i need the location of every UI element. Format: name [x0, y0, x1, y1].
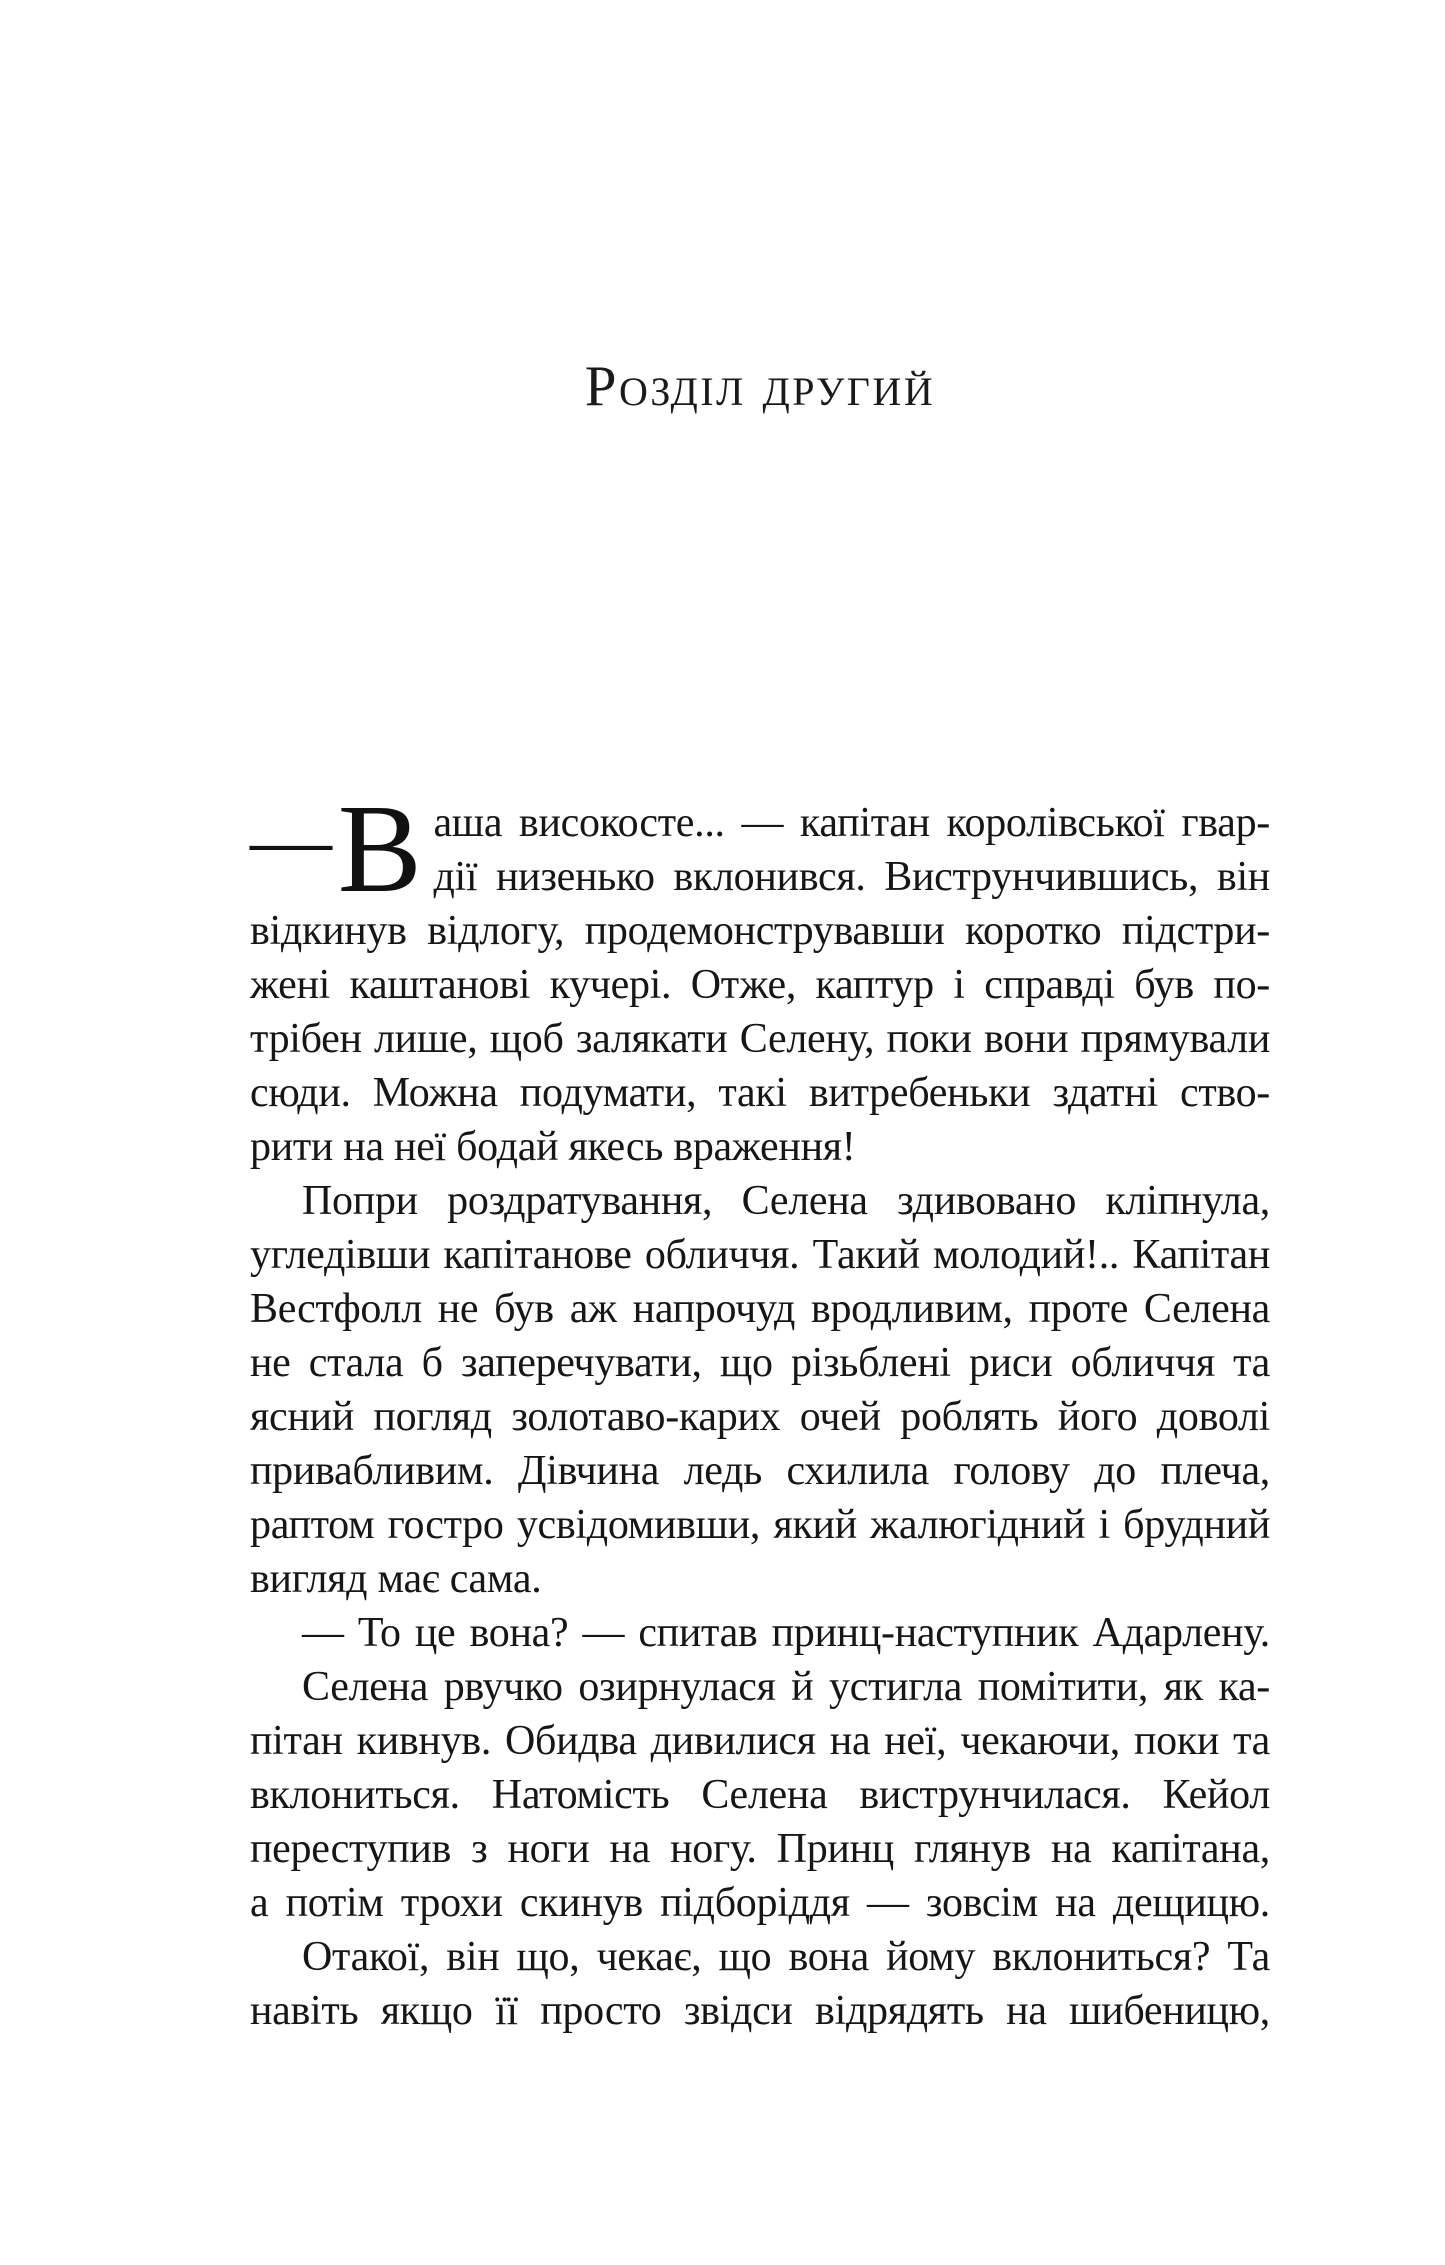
body-text	[250, 780, 1270, 2038]
text-line: — То це вона? — спитав принц-наступник Адарлену.	[302, 1610, 1270, 1656]
text-line: трібен лише, щоб залякати Селену, поки вони прямували	[250, 1016, 1270, 1062]
text-line: привабливим. Дівчина ледь схилила голову до плеча,	[250, 1448, 1270, 1494]
text-line: переступив з ноги на ногу. Принц глянув на капітана,	[250, 1826, 1270, 1872]
chapter-title: Розділ другий	[584, 355, 936, 418]
text-line: раптом гостро усвідомивши, який жалюгідний і брудний	[250, 1502, 1270, 1548]
dropcap-letter: В	[337, 780, 422, 919]
text-line: вигляд має сама.	[250, 1556, 542, 1602]
text-line: ясний погляд золотаво-карих очей роблять його доволі	[250, 1394, 1270, 1440]
text-line: Вестфолл не був аж напрочуд вродливим, проте Селена	[250, 1286, 1270, 1332]
text-line: угледівши капітанове обличчя. Такий молодий!.. Капітан	[250, 1232, 1270, 1278]
text-line: пітан кивнув. Обидва дивилися на неї, чекаючи, поки та	[250, 1718, 1270, 1764]
text-line: відкинув відлогу, продемонструвавши коротко підстри-	[250, 908, 1270, 954]
text-line: Отакої, він що, чекає, що вона йому вклониться? Та	[302, 1934, 1270, 1980]
dropcap-group	[250, 780, 433, 919]
text-line: а потім трохи скинув підборіддя — зовсім на дещицю.	[250, 1880, 1270, 1926]
text-line: сюди. Можна подумати, такі витребеньки здатні ство-	[250, 1070, 1270, 1116]
text-line: вклониться. Натомість Селена виструнчилася. Кейол	[250, 1772, 1270, 1818]
text-line: аша високосте... — капітан королівської гвар-	[433, 800, 1270, 846]
text-line: не стала б заперечувати, що різьблені риси обличчя та	[250, 1340, 1270, 1386]
text-line: навіть якщо її просто звідси відрядять на шибеницю,	[250, 1988, 1270, 2034]
text-line: дії низенько вклонився. Виструнчившись, він	[433, 854, 1270, 900]
text-line: Попри роздратування, Селена здивовано кліпнула,	[302, 1178, 1270, 1224]
text-line: жені каштанові кучері. Отже, каптур і справді був по-	[250, 962, 1270, 1008]
dialogue-dash: —	[250, 794, 332, 885]
text-line: Селена рвучко озирнулася й устигла помітити, як ка-	[302, 1664, 1270, 1710]
text-line: рити на неї бодай якесь враження!	[250, 1124, 856, 1170]
